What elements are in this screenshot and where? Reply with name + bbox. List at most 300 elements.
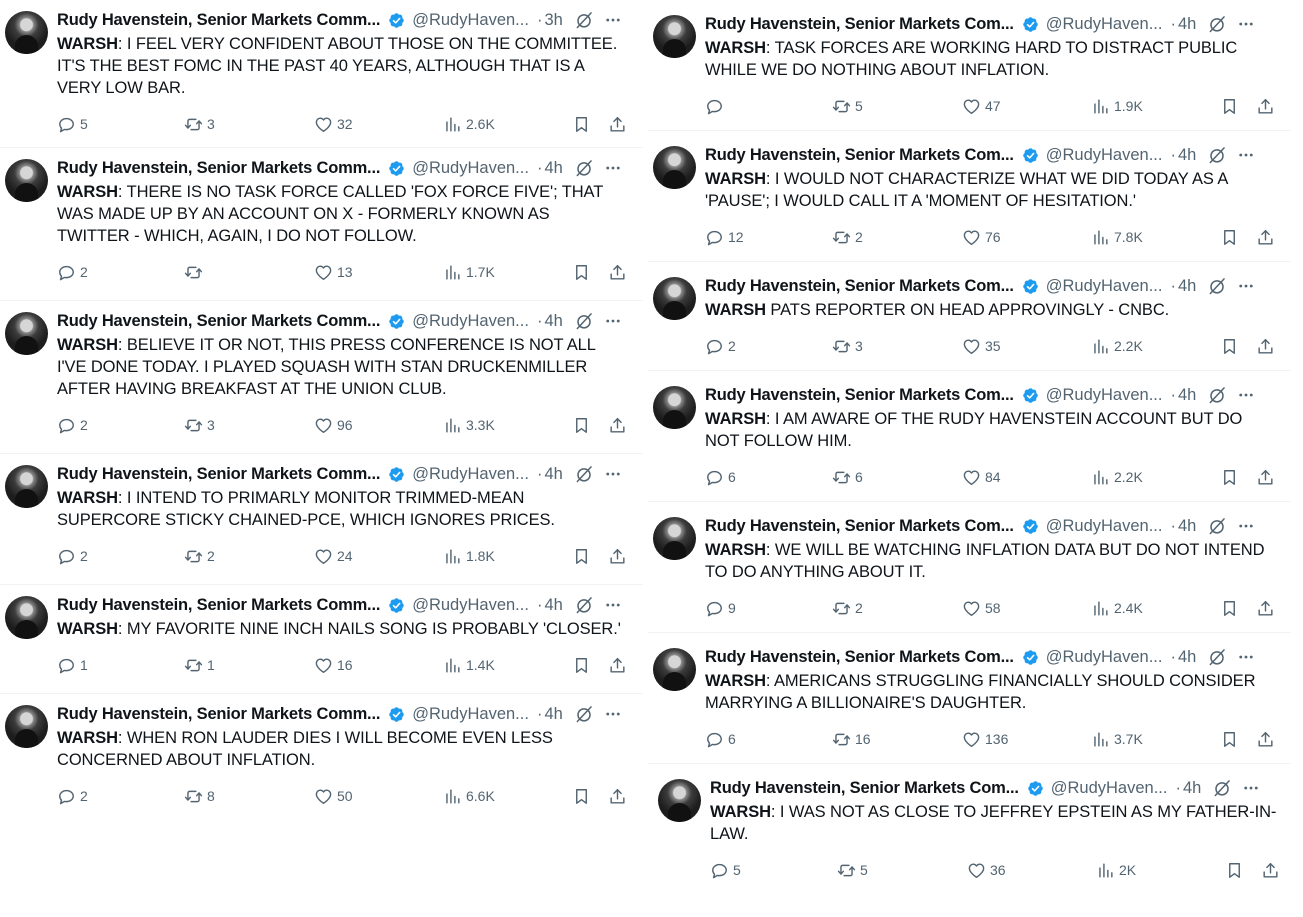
retweet-icon: [832, 468, 851, 487]
like-count: 35: [985, 338, 1001, 354]
like-icon: [962, 730, 981, 749]
more-icon[interactable]: [1237, 146, 1255, 164]
bookmark-button[interactable]: [572, 654, 591, 676]
author-name[interactable]: Rudy Havenstein, Senior Markets Com...: [705, 276, 1014, 295]
author-name[interactable]: Rudy Havenstein, Senior Markets Comm...: [57, 464, 381, 483]
grok-icon[interactable]: [1207, 385, 1227, 405]
reply-icon: [705, 337, 724, 356]
reply-button[interactable]: [710, 859, 741, 881]
share-icon: [1256, 599, 1275, 618]
tweet[interactable]: [0, 301, 643, 454]
verified-badge-icon: [1022, 518, 1039, 535]
bookmark-button[interactable]: [1220, 597, 1239, 619]
tweet-header: [57, 463, 629, 485]
separator-dot: ·: [536, 704, 543, 723]
bookmark-button[interactable]: [1225, 859, 1244, 881]
repost-button[interactable]: [184, 414, 215, 436]
author-name[interactable]: Rudy Havenstein, Senior Markets Com...: [705, 385, 1014, 404]
share-button[interactable]: [1256, 226, 1275, 248]
more-icon[interactable]: [1237, 517, 1255, 535]
retweet-icon: [184, 115, 203, 134]
tweet-text: [705, 37, 1273, 81]
retweet-icon: [832, 97, 851, 116]
repost-button[interactable]: [837, 859, 868, 881]
reply-icon: [57, 547, 76, 566]
avatar[interactable]: [653, 277, 696, 320]
tweet-text: [57, 181, 625, 247]
repost-button[interactable]: [832, 597, 863, 619]
like-icon: [962, 468, 981, 487]
avatar[interactable]: [5, 705, 48, 748]
like-count: 24: [337, 548, 353, 564]
share-button[interactable]: [1256, 335, 1275, 357]
views-icon: [443, 656, 462, 675]
retweet-icon: [832, 228, 851, 247]
share-icon: [608, 416, 627, 435]
author-name[interactable]: Rudy Havenstein, Senior Markets Comm...: [57, 704, 381, 723]
reply-count: 2: [80, 548, 88, 564]
reply-button[interactable]: [57, 113, 88, 135]
views-count: 1.4K: [466, 657, 495, 673]
retweet-icon: [832, 599, 851, 618]
reply-icon: [57, 787, 76, 806]
tweet[interactable]: [648, 262, 1291, 371]
bookmark-button[interactable]: [572, 414, 591, 436]
tweet-text: [705, 670, 1273, 714]
views-button[interactable]: [443, 414, 495, 436]
like-button[interactable]: [962, 728, 1008, 750]
views-button[interactable]: [1091, 95, 1143, 117]
bookmark-button[interactable]: [572, 261, 591, 283]
repost-count: 2: [855, 229, 863, 245]
views-icon: [443, 547, 462, 566]
author-handle[interactable]: @RudyHaven...: [412, 464, 529, 483]
views-button[interactable]: [443, 654, 495, 676]
tweet-header: [705, 384, 1277, 406]
share-button[interactable]: [608, 545, 627, 567]
tweet[interactable]: [0, 585, 643, 694]
reply-count: 1: [80, 657, 88, 673]
views-button[interactable]: [443, 261, 495, 283]
repost-button[interactable]: [184, 785, 215, 807]
views-button[interactable]: [443, 113, 495, 135]
reply-button[interactable]: [57, 654, 88, 676]
reply-icon: [710, 861, 729, 880]
share-icon: [1256, 228, 1275, 247]
more-icon[interactable]: [604, 159, 622, 177]
tweet-text: [705, 408, 1273, 452]
views-icon: [443, 787, 462, 806]
tweet[interactable]: [648, 371, 1291, 502]
share-button[interactable]: [608, 113, 627, 135]
tweet[interactable]: [0, 0, 643, 148]
tweet-header: [57, 594, 629, 616]
share-button[interactable]: [608, 654, 627, 676]
grok-icon[interactable]: [1207, 14, 1227, 34]
like-count: 13: [337, 264, 353, 280]
tweet-actions: [705, 335, 1277, 357]
views-count: 2.6K: [466, 116, 495, 132]
like-button[interactable]: [962, 95, 1001, 117]
like-count: 84: [985, 469, 1001, 485]
views-button[interactable]: [1091, 728, 1143, 750]
reply-button[interactable]: [705, 226, 744, 248]
avatar[interactable]: [653, 517, 696, 560]
author-handle[interactable]: @RudyHaven...: [412, 311, 529, 330]
separator-dot: ·: [1170, 276, 1176, 295]
like-button[interactable]: [314, 654, 353, 676]
tweet-header: [57, 310, 629, 332]
tweet-lead: WARSH: [705, 39, 766, 57]
tweet-header: [705, 515, 1277, 537]
bookmark-button[interactable]: [1220, 466, 1239, 488]
share-button[interactable]: [1256, 597, 1275, 619]
avatar[interactable]: [653, 15, 696, 58]
repost-button[interactable]: [184, 261, 207, 283]
grok-icon[interactable]: [574, 464, 594, 484]
author-handle[interactable]: @RudyHaven...: [1045, 276, 1163, 295]
like-button[interactable]: [314, 545, 353, 567]
reply-button[interactable]: [57, 545, 88, 567]
verified-badge-icon: [1022, 278, 1039, 295]
repost-button[interactable]: [184, 545, 215, 567]
timestamp[interactable]: 4h: [1177, 276, 1197, 295]
grok-icon[interactable]: [574, 158, 594, 178]
avatar[interactable]: [658, 779, 701, 822]
reply-button[interactable]: [57, 785, 88, 807]
author-handle[interactable]: @RudyHaven...: [412, 704, 529, 723]
share-button[interactable]: [1256, 728, 1275, 750]
tweet-actions: [57, 785, 629, 807]
reply-button[interactable]: [57, 261, 88, 283]
views-button[interactable]: [443, 785, 495, 807]
like-button[interactable]: [962, 335, 1001, 357]
like-icon: [314, 547, 333, 566]
author-name[interactable]: Rudy Havenstein, Senior Markets Comm...: [57, 158, 381, 177]
retweet-icon: [184, 656, 203, 675]
timestamp[interactable]: 4h: [544, 158, 563, 177]
tweet-body: : I WAS NOT AS CLOSE TO JEFFREY EPSTEIN AS MY FATHER-IN-LAW.: [710, 803, 1277, 843]
views-icon: [1091, 730, 1110, 749]
views-count: 2.2K: [1114, 469, 1143, 485]
author-handle[interactable]: @RudyHaven...: [412, 10, 529, 29]
tweet-header: [57, 703, 629, 725]
timestamp[interactable]: 4h: [1177, 145, 1197, 164]
tweet-lead: WARSH: [705, 170, 766, 188]
separator-dot: ·: [1170, 145, 1176, 164]
tweet-header: [705, 646, 1277, 668]
tweet[interactable]: [653, 764, 1296, 904]
bookmark-icon: [572, 547, 591, 566]
views-icon: [1091, 97, 1110, 116]
reply-icon: [705, 228, 724, 247]
timestamp[interactable]: 4h: [544, 704, 563, 723]
more-icon[interactable]: [604, 312, 622, 330]
like-icon: [962, 97, 981, 116]
timestamp[interactable]: 4h: [544, 464, 563, 483]
author-name[interactable]: Rudy Havenstein, Senior Markets Comm...: [57, 311, 381, 330]
grok-icon[interactable]: [1212, 778, 1232, 798]
like-button[interactable]: [962, 226, 1001, 248]
verified-badge-icon: [1022, 387, 1039, 404]
reply-count: 5: [733, 862, 741, 878]
tweet-actions: [705, 466, 1277, 488]
tweet-text: [705, 168, 1273, 212]
reply-count: 2: [80, 788, 88, 804]
tweet-lead: WARSH: [705, 410, 766, 428]
tweet[interactable]: [0, 148, 643, 301]
avatar[interactable]: [653, 648, 696, 691]
views-button[interactable]: [1091, 466, 1143, 488]
tweet-actions: [705, 95, 1277, 117]
author-handle[interactable]: @RudyHaven...: [412, 158, 529, 177]
like-count: 32: [337, 116, 353, 132]
reply-count: 6: [728, 731, 736, 747]
separator-dot: ·: [1170, 14, 1176, 33]
tweet-body: : MY FAVORITE NINE INCH NAILS SONG IS PROBABLY 'CLOSER.': [117, 620, 621, 638]
like-count: 58: [985, 600, 1001, 616]
like-count: 36: [990, 862, 1006, 878]
tweet-text: [57, 487, 625, 531]
views-icon: [443, 263, 462, 282]
verified-badge-icon: [388, 597, 405, 614]
views-count: 3.3K: [466, 417, 495, 433]
avatar[interactable]: [653, 386, 696, 429]
timestamp[interactable]: 4h: [544, 311, 563, 330]
reply-button[interactable]: [705, 466, 736, 488]
tweet-lead: WARSH: [710, 803, 771, 821]
repost-count: 5: [855, 98, 863, 114]
repost-count: 16: [855, 731, 871, 747]
like-button[interactable]: [314, 113, 353, 135]
reply-button[interactable]: [705, 728, 736, 750]
timestamp[interactable]: 4h: [544, 595, 563, 614]
author-handle[interactable]: @RudyHaven...: [1045, 145, 1163, 164]
views-button[interactable]: [443, 545, 495, 567]
reply-icon: [57, 263, 76, 282]
bookmark-button[interactable]: [1220, 728, 1239, 750]
repost-button[interactable]: [184, 113, 215, 135]
reply-button[interactable]: [705, 95, 728, 117]
author-name[interactable]: Rudy Havenstein, Senior Markets Com...: [705, 516, 1014, 535]
views-button[interactable]: [1091, 335, 1143, 357]
avatar[interactable]: [653, 146, 696, 189]
tweet-body: : TASK FORCES ARE WORKING HARD TO DISTRACT PUBLIC WHILE WE DO NOTHING ABOUT INFLATION.: [705, 39, 1238, 79]
author-handle[interactable]: @RudyHaven...: [1045, 385, 1163, 404]
retweet-icon: [832, 337, 851, 356]
share-button[interactable]: [608, 414, 627, 436]
share-button[interactable]: [1256, 95, 1275, 117]
tweet-lead: WARSH: [57, 729, 118, 747]
more-icon[interactable]: [1237, 277, 1255, 295]
reply-icon: [57, 416, 76, 435]
more-icon[interactable]: [604, 705, 622, 723]
retweet-icon: [184, 547, 203, 566]
timestamp[interactable]: 4h: [1177, 647, 1197, 666]
repost-button[interactable]: [184, 654, 215, 676]
tweet-header: [705, 13, 1277, 35]
reply-count: 5: [80, 116, 88, 132]
avatar[interactable]: [5, 312, 48, 355]
author-handle[interactable]: @RudyHaven...: [1050, 778, 1168, 797]
tweet-body: PATS REPORTER ON HEAD APPROVINGLY - CNBC.: [765, 301, 1170, 319]
timestamp[interactable]: 4h: [1177, 14, 1197, 33]
like-button[interactable]: [962, 597, 1001, 619]
like-button[interactable]: [967, 859, 1006, 881]
grok-icon[interactable]: [574, 704, 594, 724]
avatar[interactable]: [5, 11, 48, 54]
tweet[interactable]: [648, 633, 1291, 764]
author-handle[interactable]: @RudyHaven...: [412, 595, 529, 614]
tweet-lead: WARSH: [57, 183, 118, 201]
views-count: 2K: [1119, 862, 1137, 878]
tweet-lead: WARSH: [705, 541, 766, 559]
views-count: 1.8K: [466, 548, 495, 564]
views-button[interactable]: [1096, 859, 1136, 881]
like-count: 16: [337, 657, 353, 673]
separator-dot: ·: [536, 158, 543, 177]
separator-dot: ·: [1170, 385, 1176, 404]
like-button[interactable]: [314, 414, 353, 436]
bookmark-button[interactable]: [1220, 335, 1239, 357]
author-name[interactable]: Rudy Havenstein, Senior Markets Com...: [705, 145, 1014, 164]
like-button[interactable]: [314, 785, 353, 807]
reply-icon: [57, 115, 76, 134]
tweet-header: [710, 777, 1282, 799]
author-handle[interactable]: @RudyHaven...: [1045, 516, 1163, 535]
like-count: 76: [985, 229, 1001, 245]
share-button[interactable]: [608, 785, 627, 807]
timestamp[interactable]: 4h: [1182, 778, 1202, 797]
tweet-actions: [57, 545, 629, 567]
repost-button[interactable]: [832, 728, 871, 750]
bookmark-button[interactable]: [1220, 226, 1239, 248]
reply-button[interactable]: [57, 414, 88, 436]
like-icon: [314, 263, 333, 282]
tweet[interactable]: [0, 454, 643, 585]
views-count: 6.6K: [466, 788, 495, 804]
more-icon[interactable]: [604, 465, 622, 483]
author-name[interactable]: Rudy Havenstein, Senior Markets Comm...: [57, 10, 381, 29]
tweet-text: [710, 801, 1278, 845]
grok-icon[interactable]: [1207, 516, 1227, 536]
bookmark-button[interactable]: [572, 545, 591, 567]
like-count: 47: [985, 98, 1001, 114]
separator-dot: ·: [1170, 516, 1176, 535]
author-name[interactable]: Rudy Havenstein, Senior Markets Com...: [705, 647, 1014, 666]
tweet-lead: WARSH: [705, 301, 766, 319]
more-icon[interactable]: [604, 596, 622, 614]
bookmark-icon: [572, 115, 591, 134]
bookmark-button[interactable]: [572, 785, 591, 807]
repost-count: 3: [207, 417, 215, 433]
views-icon: [1091, 228, 1110, 247]
grok-icon[interactable]: [574, 10, 594, 30]
tweet[interactable]: [0, 694, 643, 825]
author-name[interactable]: Rudy Havenstein, Senior Markets Com...: [710, 778, 1019, 797]
bookmark-button[interactable]: [1220, 95, 1239, 117]
more-icon[interactable]: [1242, 779, 1260, 797]
more-icon[interactable]: [1237, 386, 1255, 404]
share-icon: [1256, 730, 1275, 749]
reply-count: 2: [80, 264, 88, 280]
separator-dot: ·: [536, 595, 543, 614]
share-button[interactable]: [1261, 859, 1280, 881]
repost-button[interactable]: [832, 226, 863, 248]
author-name[interactable]: Rudy Havenstein, Senior Markets Com...: [705, 14, 1014, 33]
more-icon[interactable]: [1237, 15, 1255, 33]
tweet[interactable]: [648, 502, 1291, 633]
verified-badge-icon: [388, 706, 405, 723]
retweet-icon: [184, 787, 203, 806]
more-icon[interactable]: [604, 11, 622, 29]
like-icon: [314, 115, 333, 134]
timestamp[interactable]: 3h: [544, 10, 563, 29]
retweet-icon: [837, 861, 856, 880]
repost-button[interactable]: [832, 335, 863, 357]
tweet-lead: WARSH: [57, 336, 118, 354]
grok-icon[interactable]: [574, 595, 594, 615]
views-button[interactable]: [1091, 226, 1143, 248]
bookmark-button[interactable]: [572, 113, 591, 135]
like-button[interactable]: [962, 466, 1001, 488]
tweet-body: : I AM AWARE OF THE RUDY HAVENSTEIN ACCOUNT BUT DO NOT FOLLOW HIM.: [705, 410, 1243, 450]
repost-button[interactable]: [832, 466, 863, 488]
avatar[interactable]: [5, 159, 48, 202]
repost-button[interactable]: [832, 95, 863, 117]
share-icon: [1256, 337, 1275, 356]
grok-icon[interactable]: [574, 311, 594, 331]
author-handle[interactable]: @RudyHaven...: [1045, 14, 1163, 33]
timestamp[interactable]: 4h: [1177, 385, 1197, 404]
reply-count: 12: [728, 229, 744, 245]
tweet-header: [57, 157, 629, 179]
like-icon: [967, 861, 986, 880]
reply-count: 2: [80, 417, 88, 433]
avatar[interactable]: [5, 596, 48, 639]
separator-dot: ·: [1175, 778, 1181, 797]
avatar[interactable]: [5, 465, 48, 508]
views-icon: [1091, 468, 1110, 487]
tweet-actions: [57, 414, 629, 436]
views-icon: [1091, 337, 1110, 356]
like-icon: [314, 787, 333, 806]
share-button[interactable]: [1256, 466, 1275, 488]
views-button[interactable]: [1091, 597, 1143, 619]
timestamp[interactable]: 4h: [1177, 516, 1197, 535]
tweet-actions: [705, 226, 1277, 248]
like-button[interactable]: [314, 261, 353, 283]
author-handle[interactable]: @RudyHaven...: [1045, 647, 1163, 666]
separator-dot: ·: [1170, 647, 1176, 666]
grok-icon[interactable]: [1207, 145, 1227, 165]
tweet[interactable]: [648, 0, 1291, 131]
grok-icon[interactable]: [1207, 647, 1227, 667]
reply-button[interactable]: [705, 597, 736, 619]
tweet-text: [57, 33, 625, 99]
tweet[interactable]: [648, 131, 1291, 262]
reply-button[interactable]: [705, 335, 736, 357]
tweet-body: : I WOULD NOT CHARACTERIZE WHAT WE DID TODAY AS A 'PAUSE'; I WOULD CALL IT A 'MOMENT OF HESITATION.': [705, 170, 1228, 210]
author-name[interactable]: Rudy Havenstein, Senior Markets Comm...: [57, 595, 381, 614]
grok-icon[interactable]: [1207, 276, 1227, 296]
like-count: 96: [337, 417, 353, 433]
tweet-text: [57, 334, 625, 400]
tweet-body: : I FEEL VERY CONFIDENT ABOUT THOSE ON THE COMMITTEE. IT'S THE BEST FOMC IN THE PAST 40 YEARS, ALTHOUGH THAT IS A VERY LOW BAR.: [57, 35, 618, 97]
share-button[interactable]: [608, 261, 627, 283]
tweet-body: : WHEN RON LAUDER DIES I WILL BECOME EVEN LESS CONCERNED ABOUT INFLATION.: [57, 729, 553, 769]
more-icon[interactable]: [1237, 648, 1255, 666]
